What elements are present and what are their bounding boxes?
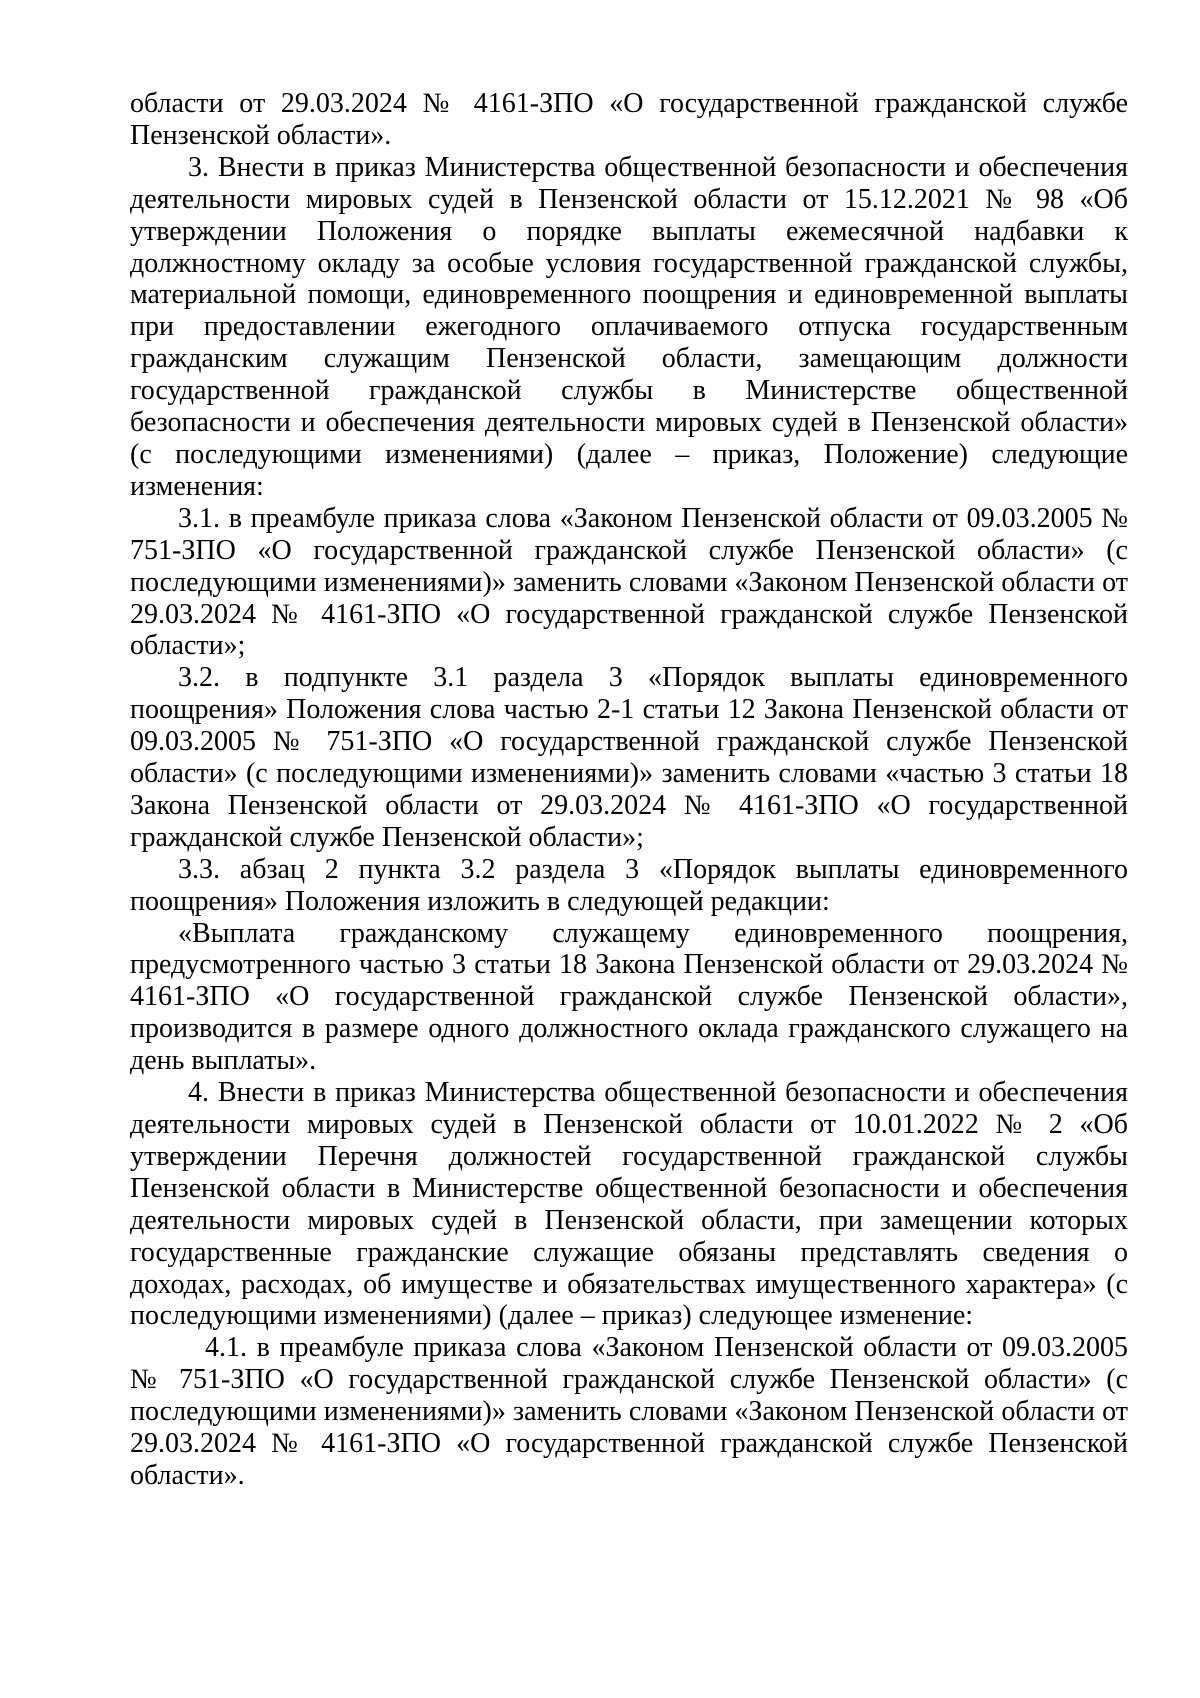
- paragraph-item-3: 3. Внести в приказ Министерства общественной безопасности и обеспечения деятельности мировых судей в Пензенской области от 15.12.2021 № 98 «Об утверждении Положения о порядке выплаты ежемесячной надбавки к должностному окладу за особые условия государственной гражданской службы, материальной помощи, единовременного поощрения и единовременной выплаты при предоставлении ежегодного оплачиваемого отпуска государственным гражданским служащим Пензенской области, замещающим должности государственной гражданской службы в Министерстве общественной безопасности и обеспечения деятельности мировых судей в Пензенской области» (с последующими изменениями) (далее – приказ, Положение) следующие изменения:: [130, 151, 1128, 502]
- paragraph-item-3-3: 3.3. абзац 2 пункта 3.2 раздела 3 «Порядок выплаты единовременного поощрения» Положения изложить в следующей редакции:: [130, 853, 1128, 917]
- paragraph-item-3-1: 3.1. в преамбуле приказа слова «Законом Пензенской области от 09.03.2005 № 751-ЗПО «О государственной гражданской службе Пензенской области» (с последующими изменениями)» заменить словами «Законом Пензенской области от 29.03.2024 № 4161-ЗПО «О государственной гражданской службе Пензенской области»;: [130, 502, 1128, 662]
- paragraph-continuation: области от 29.03.2024 № 4161-ЗПО «О государственной гражданской службе Пензенской области».: [130, 88, 1128, 151]
- document-page: [130, 88, 1128, 1492]
- paragraph-item-4: 4. Внести в приказ Министерства общественной безопасности и обеспечения деятельности мировых судей в Пензенской области от 10.01.2022 № 2 «Об утверждении Перечня должностей государственной гражданской службы Пензенской области в Министерстве общественной безопасности и обеспечения деятельности мировых судей в Пензенской области, при замещении которых государственные гражданские служащие обязаны представлять сведения о доходах, расходах, об имуществе и обязательствах имущественного характера» (с последующими изменениями) (далее – приказ) следующее изменение:: [130, 1077, 1128, 1332]
- paragraph-item-4-1: 4.1. в преамбуле приказа слова «Законом Пензенской области от 09.03.2005 № 751-ЗПО «О государственной гражданской службе Пензенской области» (с последующими изменениями)» заменить словами «Законом Пензенской области от 29.03.2024 № 4161-ЗПО «О государственной гражданской службе Пензенской области».: [130, 1332, 1128, 1491]
- paragraph-quoted-text: «Выплата гражданскому служащему единовременного поощрения, предусмотренного частью 3 статьи 18 Закона Пензенской области от 29.03.2024 № 4161-ЗПО «О государственной гражданской службе Пензенской области», производится в размере одного должностного оклада гражданского служащего на день выплаты».: [130, 917, 1128, 1077]
- paragraph-item-3-2: 3.2. в подпункте 3.1 раздела 3 «Порядок выплаты единовременного поощрения» Положения слова частью 2-1 статьи 12 Закона Пензенской области от 09.03.2005 № 751-ЗПО «О государственной гражданской службе Пензенской области» (с последующими изменениями)» заменить словами «частью 3 статьи 18 Закона Пензенской области от 29.03.2024 № 4161-ЗПО «О государственной гражданской службе Пензенской области»;: [130, 662, 1128, 853]
